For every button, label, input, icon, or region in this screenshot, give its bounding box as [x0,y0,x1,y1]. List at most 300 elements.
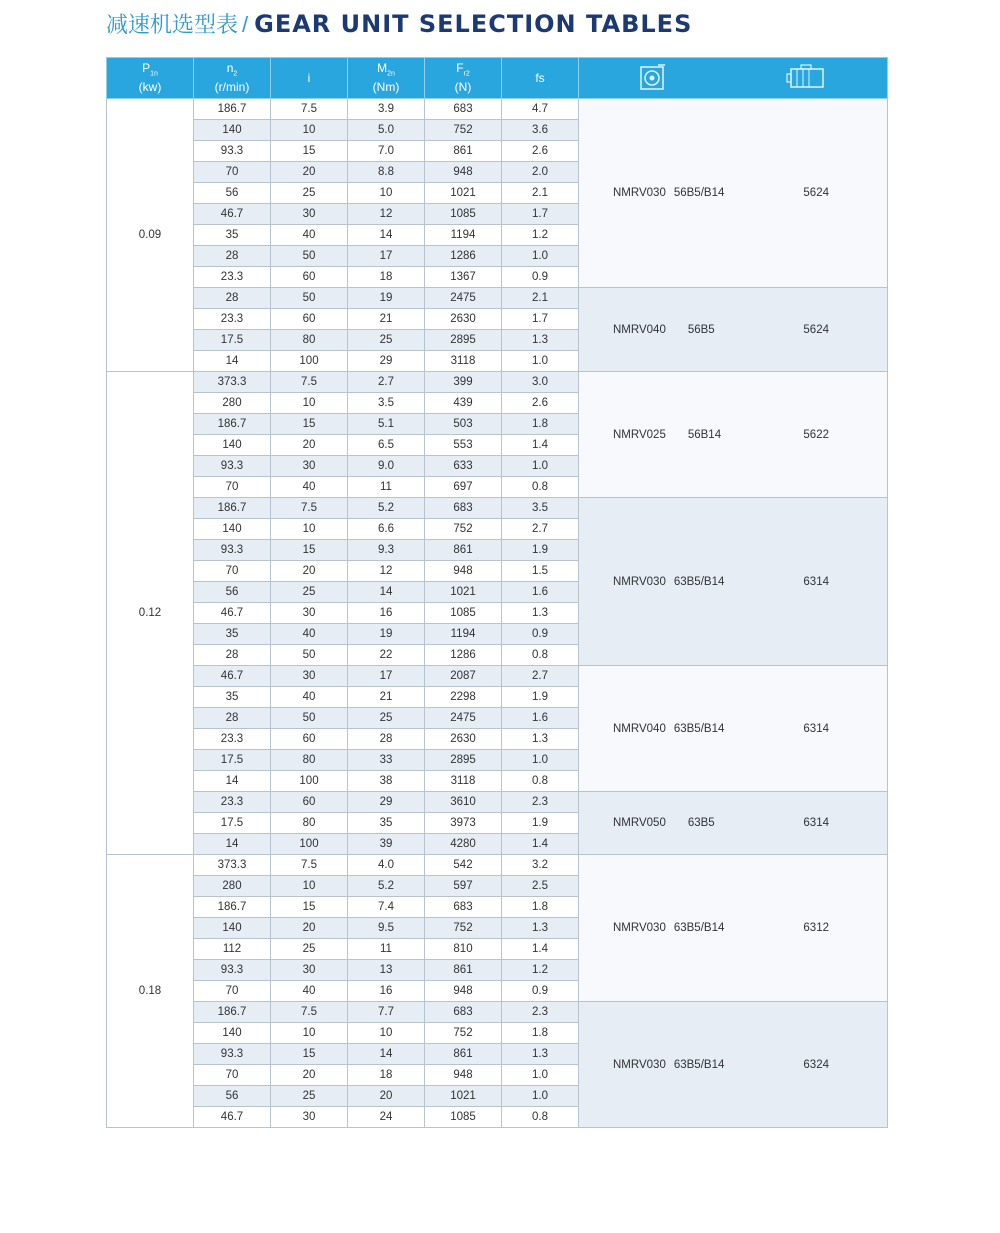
fs-cell: 2.1 [502,183,579,204]
m2n-cell: 7.4 [348,897,425,918]
table-row [107,498,888,519]
m2n-cell: 11 [348,477,425,498]
model-cell [579,498,888,666]
n2-cell: 56 [194,1086,271,1107]
n2-cell: 14 [194,351,271,372]
i-cell: 20 [271,162,348,183]
fs-cell: 1.7 [502,204,579,225]
motor-code: 6324 [803,1058,829,1071]
i-cell: 10 [271,876,348,897]
fs-cell: 2.7 [502,519,579,540]
fr2-cell: 2630 [425,309,502,330]
motor-code: 5624 [803,323,829,336]
i-cell: 30 [271,960,348,981]
fs-cell: 1.6 [502,708,579,729]
model-flange: 56B5 [687,323,715,336]
fr2-cell: 1021 [425,582,502,603]
i-cell: 30 [271,204,348,225]
fs-cell: 1.8 [502,414,579,435]
m2n-cell: 9.5 [348,918,425,939]
fs-cell: 2.1 [502,288,579,309]
model-cell [579,792,888,855]
table-row [107,288,888,309]
motor-code: 6314 [803,575,829,588]
m2n-cell: 21 [348,309,425,330]
n2-cell: 93.3 [194,1044,271,1065]
table-row [107,792,888,813]
m2n-cell: 14 [348,1044,425,1065]
i-cell: 30 [271,603,348,624]
n2-cell: 14 [194,771,271,792]
m2n-cell: 9.0 [348,456,425,477]
fr2-cell: 1021 [425,1086,502,1107]
fr2-cell: 2298 [425,687,502,708]
model-flange: 63B5/B14 [673,1058,725,1071]
power-cell: 0.18 [107,855,194,1128]
n2-cell: 28 [194,288,271,309]
m2n-cell: 29 [348,792,425,813]
i-cell: 25 [271,1086,348,1107]
n2-cell: 28 [194,708,271,729]
table-row [107,666,888,687]
n2-cell: 186.7 [194,897,271,918]
title-english: GEAR UNIT SELECTION TABLES [254,10,693,38]
n2-cell: 70 [194,981,271,1002]
model-name: NMRV030 [613,922,666,934]
fr2-cell: 1194 [425,624,502,645]
m2n-cell: 10 [348,183,425,204]
fr2-cell: 439 [425,393,502,414]
fr2-cell: 3118 [425,351,502,372]
n2-cell: 28 [194,645,271,666]
i-cell: 20 [271,435,348,456]
m2n-cell: 12 [348,204,425,225]
fr2-cell: 1085 [425,1107,502,1128]
model-flange: 56B5/B14 [673,187,725,199]
table-row [107,372,888,393]
i-cell: 60 [271,792,348,813]
header-n2: $n_2$ (r/min) [194,58,271,99]
i-cell: 30 [271,666,348,687]
fs-cell: 1.0 [502,246,579,267]
i-cell: 50 [271,288,348,309]
fr2-cell: 752 [425,120,502,141]
power-cell: 0.12 [107,372,194,855]
m2n-cell: 7.7 [348,1002,425,1023]
fr2-cell: 861 [425,960,502,981]
model-cell [579,666,888,792]
fs-cell: 0.9 [502,981,579,1002]
fs-cell: 1.9 [502,687,579,708]
worm-gearbox-icon [638,63,668,93]
m2n-cell: 38 [348,771,425,792]
i-cell: 50 [271,246,348,267]
i-cell: 10 [271,120,348,141]
fr2-cell: 2475 [425,288,502,309]
fs-cell: 1.4 [502,834,579,855]
m2n-cell: 19 [348,624,425,645]
fr2-cell: 2087 [425,666,502,687]
fr2-cell: 752 [425,1023,502,1044]
n2-cell: 46.7 [194,603,271,624]
i-cell: 100 [271,351,348,372]
model-designation [613,817,715,829]
n2-cell: 14 [194,834,271,855]
fs-cell: 3.5 [502,498,579,519]
fr2-cell: 4280 [425,834,502,855]
fs-cell: 1.0 [502,1065,579,1086]
model-name: NMRV030 [613,1058,666,1071]
motor-code: 6314 [803,722,829,735]
fs-cell: 1.0 [502,750,579,771]
header-icons [579,58,888,99]
m2n-cell: 12 [348,561,425,582]
m2n-cell: 24 [348,1107,425,1128]
header-m2n: $M_{2n}$ (Nm) [348,58,425,99]
fr2-cell: 752 [425,519,502,540]
i-cell: 20 [271,1065,348,1086]
model-flange: 63B5/B14 [673,575,725,588]
i-cell: 15 [271,414,348,435]
n2-cell: 93.3 [194,141,271,162]
n2-cell: 112 [194,939,271,960]
i-cell: 40 [271,624,348,645]
m2n-cell: 8.8 [348,162,425,183]
fs-cell: 1.8 [502,1023,579,1044]
fs-cell: 4.7 [502,99,579,120]
fs-cell: 2.3 [502,792,579,813]
fr2-cell: 948 [425,1065,502,1086]
fs-cell: 0.9 [502,267,579,288]
fs-cell: 1.0 [502,351,579,372]
n2-cell: 280 [194,876,271,897]
n2-cell: 23.3 [194,267,271,288]
i-cell: 25 [271,582,348,603]
i-cell: 40 [271,225,348,246]
i-cell: 20 [271,918,348,939]
fr2-cell: 1085 [425,603,502,624]
m2n-cell: 10 [348,1023,425,1044]
gear-selection-table [106,57,888,1128]
n2-cell: 186.7 [194,414,271,435]
m2n-cell: 6.6 [348,519,425,540]
m2n-cell: 33 [348,750,425,771]
fs-cell: 0.8 [502,477,579,498]
model-cell [579,288,888,372]
i-cell: 10 [271,519,348,540]
fs-cell: 1.9 [502,813,579,834]
model-designation [613,723,724,735]
i-cell: 30 [271,1107,348,1128]
fs-cell: 2.3 [502,1002,579,1023]
model-name: NMRV040 [613,722,666,735]
i-cell: 40 [271,687,348,708]
fr2-cell: 542 [425,855,502,876]
m2n-cell: 5.2 [348,498,425,519]
i-cell: 25 [271,183,348,204]
m2n-cell: 5.1 [348,414,425,435]
m2n-cell: 22 [348,645,425,666]
i-cell: 10 [271,393,348,414]
i-cell: 20 [271,561,348,582]
n2-cell: 373.3 [194,372,271,393]
i-cell: 15 [271,897,348,918]
m2n-cell: 9.3 [348,540,425,561]
fs-cell: 1.9 [502,540,579,561]
m2n-cell: 5.2 [348,876,425,897]
m2n-cell: 18 [348,1065,425,1086]
model-designation [613,429,721,441]
m2n-cell: 3.9 [348,99,425,120]
i-cell: 100 [271,771,348,792]
header-p1n: $P_{1n}$ (kw) [107,58,194,99]
fs-cell: 3.2 [502,855,579,876]
m2n-cell: 3.5 [348,393,425,414]
fr2-cell: 1286 [425,645,502,666]
fr2-cell: 1194 [425,225,502,246]
fs-cell: 1.4 [502,939,579,960]
n2-cell: 186.7 [194,99,271,120]
fr2-cell: 2630 [425,729,502,750]
table-header-row [107,58,888,99]
i-cell: 40 [271,981,348,1002]
m2n-cell: 39 [348,834,425,855]
fr2-cell: 861 [425,141,502,162]
n2-cell: 28 [194,246,271,267]
header-fr2: $F_{r2}$ (N) [425,58,502,99]
m2n-cell: 29 [348,351,425,372]
fs-cell: 1.8 [502,897,579,918]
fs-cell: 0.8 [502,771,579,792]
i-cell: 10 [271,1023,348,1044]
n2-cell: 17.5 [194,813,271,834]
page-title [106,8,692,44]
fs-cell: 3.0 [502,372,579,393]
i-cell: 15 [271,1044,348,1065]
n2-cell: 70 [194,477,271,498]
m2n-cell: 18 [348,267,425,288]
fs-cell: 0.8 [502,1107,579,1128]
m2n-cell: 5.0 [348,120,425,141]
fr2-cell: 2475 [425,708,502,729]
i-cell: 60 [271,729,348,750]
fs-cell: 1.2 [502,225,579,246]
motor-code: 6314 [803,817,829,829]
fr2-cell: 948 [425,561,502,582]
i-cell: 40 [271,477,348,498]
n2-cell: 93.3 [194,456,271,477]
title-chinese: 减速机选型表 [106,13,239,38]
fs-cell: 2.5 [502,876,579,897]
fr2-cell: 948 [425,162,502,183]
table-body [107,99,888,1128]
m2n-cell: 17 [348,666,425,687]
model-flange: 56B14 [687,428,722,441]
header-fs: fs [502,58,579,99]
fs-cell: 1.5 [502,561,579,582]
model-cell [579,855,888,1002]
m2n-cell: 13 [348,960,425,981]
fs-cell: 2.6 [502,393,579,414]
m2n-cell: 11 [348,939,425,960]
motor-code: 5624 [803,187,829,199]
table-row [107,1002,888,1023]
motor-code: 6312 [803,922,829,934]
n2-cell: 46.7 [194,666,271,687]
fr2-cell: 1286 [425,246,502,267]
m2n-cell: 25 [348,330,425,351]
fs-cell: 1.7 [502,309,579,330]
fr2-cell: 553 [425,435,502,456]
fs-cell: 1.3 [502,918,579,939]
i-cell: 7.5 [271,1002,348,1023]
n2-cell: 35 [194,687,271,708]
i-cell: 50 [271,708,348,729]
m2n-cell: 17 [348,246,425,267]
model-cell [579,1002,888,1128]
n2-cell: 93.3 [194,540,271,561]
i-cell: 15 [271,540,348,561]
fr2-cell: 861 [425,1044,502,1065]
n2-cell: 140 [194,435,271,456]
m2n-cell: 6.5 [348,435,425,456]
m2n-cell: 2.7 [348,372,425,393]
i-cell: 80 [271,813,348,834]
i-cell: 80 [271,330,348,351]
n2-cell: 56 [194,183,271,204]
n2-cell: 46.7 [194,1107,271,1128]
motor-code: 5622 [803,428,829,441]
fr2-cell: 503 [425,414,502,435]
m2n-cell: 25 [348,708,425,729]
n2-cell: 56 [194,582,271,603]
model-flange: 63B5/B14 [673,722,725,735]
n2-cell: 373.3 [194,855,271,876]
n2-cell: 140 [194,519,271,540]
model-designation [613,576,724,588]
i-cell: 30 [271,456,348,477]
n2-cell: 280 [194,393,271,414]
n2-cell: 23.3 [194,729,271,750]
model-name: NMRV025 [613,428,666,441]
n2-cell: 23.3 [194,309,271,330]
model-cell [579,372,888,498]
n2-cell: 140 [194,918,271,939]
fs-cell: 2.6 [502,141,579,162]
fs-cell: 0.8 [502,645,579,666]
i-cell: 7.5 [271,99,348,120]
fs-cell: 3.6 [502,120,579,141]
fr2-cell: 399 [425,372,502,393]
motor-icon [785,63,829,93]
power-cell: 0.09 [107,99,194,372]
i-cell: 7.5 [271,498,348,519]
n2-cell: 186.7 [194,1002,271,1023]
fs-cell: 1.3 [502,1044,579,1065]
table-row [107,99,888,120]
fs-cell: 1.3 [502,330,579,351]
model-designation [613,922,724,934]
fs-cell: 1.0 [502,456,579,477]
title-separator: / [242,12,249,37]
fs-cell: 1.0 [502,1086,579,1107]
fr2-cell: 683 [425,99,502,120]
model-name: NMRV050 [613,817,666,829]
fr2-cell: 861 [425,540,502,561]
model-designation [613,324,715,336]
i-cell: 25 [271,939,348,960]
fr2-cell: 3118 [425,771,502,792]
n2-cell: 186.7 [194,498,271,519]
m2n-cell: 19 [348,288,425,309]
m2n-cell: 16 [348,603,425,624]
n2-cell: 70 [194,561,271,582]
m2n-cell: 35 [348,813,425,834]
fr2-cell: 3973 [425,813,502,834]
n2-cell: 35 [194,624,271,645]
fr2-cell: 2895 [425,750,502,771]
model-name: NMRV030 [613,187,666,199]
m2n-cell: 21 [348,687,425,708]
m2n-cell: 7.0 [348,141,425,162]
n2-cell: 70 [194,1065,271,1086]
n2-cell: 46.7 [194,204,271,225]
fr2-cell: 1021 [425,183,502,204]
n2-cell: 140 [194,120,271,141]
n2-cell: 17.5 [194,330,271,351]
m2n-cell: 28 [348,729,425,750]
m2n-cell: 16 [348,981,425,1002]
n2-cell: 70 [194,162,271,183]
fr2-cell: 683 [425,1002,502,1023]
header-i: i [271,58,348,99]
i-cell: 60 [271,309,348,330]
fr2-cell: 683 [425,498,502,519]
fs-cell: 0.9 [502,624,579,645]
n2-cell: 140 [194,1023,271,1044]
fr2-cell: 683 [425,897,502,918]
m2n-cell: 14 [348,582,425,603]
fr2-cell: 2895 [425,330,502,351]
fs-cell: 1.4 [502,435,579,456]
fs-cell: 2.0 [502,162,579,183]
i-cell: 7.5 [271,855,348,876]
fs-cell: 1.3 [502,603,579,624]
i-cell: 80 [271,750,348,771]
i-cell: 50 [271,645,348,666]
fs-cell: 1.6 [502,582,579,603]
n2-cell: 35 [194,225,271,246]
m2n-cell: 20 [348,1086,425,1107]
model-flange: 63B5 [687,817,715,829]
fr2-cell: 697 [425,477,502,498]
i-cell: 15 [271,141,348,162]
fr2-cell: 752 [425,918,502,939]
model-name: NMRV030 [613,575,666,588]
i-cell: 100 [271,834,348,855]
fr2-cell: 1367 [425,267,502,288]
m2n-cell: 4.0 [348,855,425,876]
n2-cell: 23.3 [194,792,271,813]
fs-cell: 2.7 [502,666,579,687]
model-designation [613,1059,724,1071]
fr2-cell: 633 [425,456,502,477]
i-cell: 7.5 [271,372,348,393]
fr2-cell: 3610 [425,792,502,813]
table-row [107,855,888,876]
model-flange: 63B5/B14 [673,922,725,934]
fr2-cell: 597 [425,876,502,897]
